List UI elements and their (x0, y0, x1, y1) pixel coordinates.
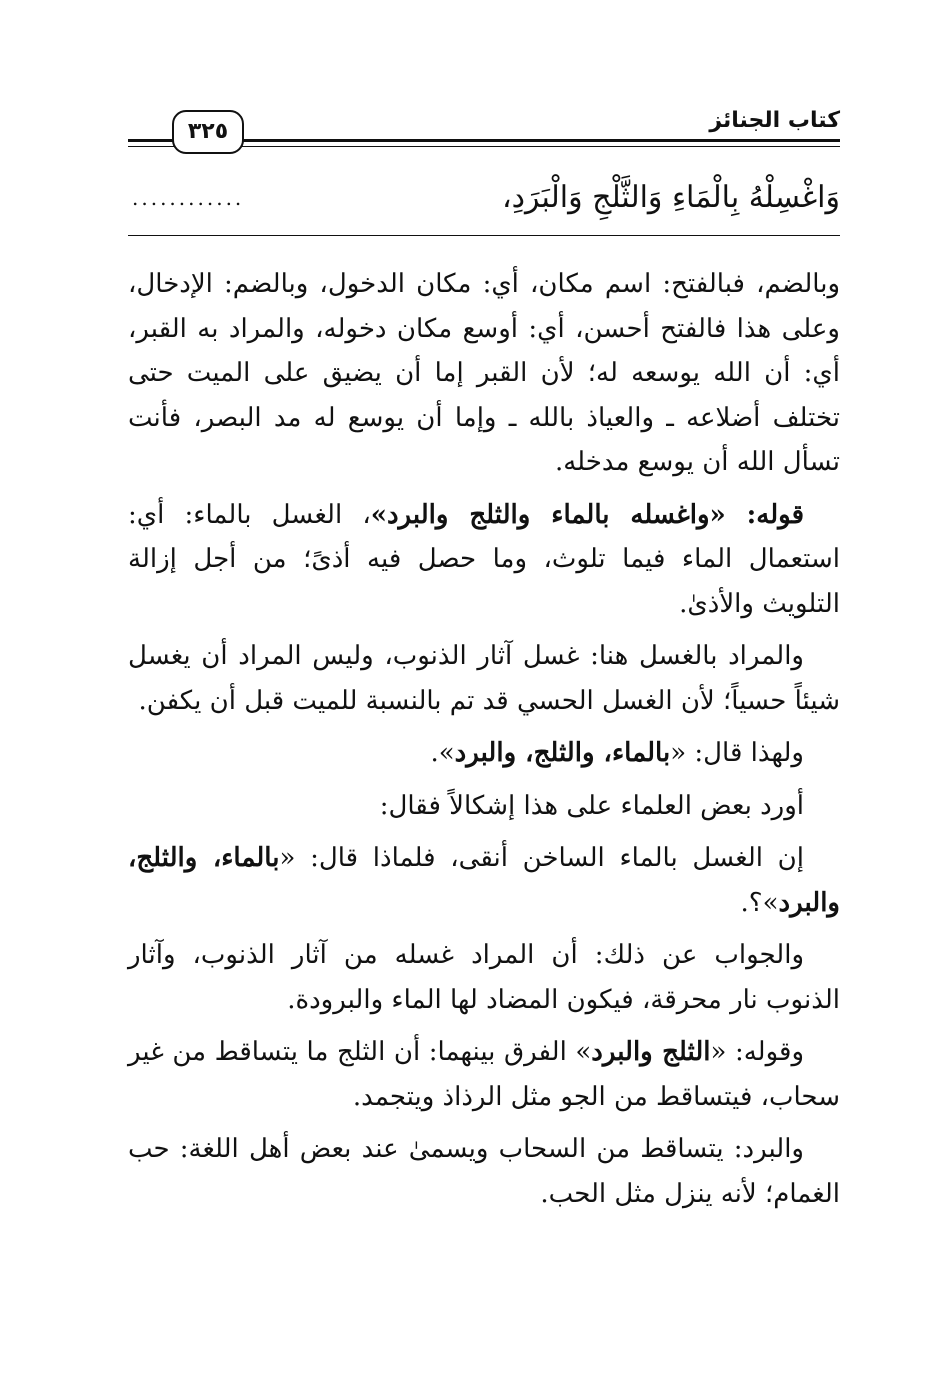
page-header (128, 106, 840, 154)
paragraph (128, 731, 840, 776)
paragraph (128, 1127, 840, 1216)
section-divider (128, 235, 840, 236)
quoted-phrase: بالماء، والثلج، والبرد (128, 843, 840, 918)
paragraph (128, 634, 840, 723)
paragraph-text: وبالضم، فبالفتح: اسم مكان، أي: مكان الدخول، وبالضم: الإدخال، وعلى هذا فالفتح أحسن، أي: أوسع مكان دخوله، والمراد به القبر، أي: أن الله يوسعه له؛ لأن القبر إما أن يضيق على الميت حتى تختلف أضلاعه ـ والعياذ بالله ـ وإما أن يوسع له مد البصر، فأنت تسأل الله أن يوسع مدخله. (128, 269, 840, 477)
hadith-dots: ............ (132, 186, 245, 210)
paragraph-text: » الفرق بينهما: أن الثلج ما يتساقط من غير سحاب، فيتساقط من الجو مثل الرذاذ ويتجمد. (128, 1037, 840, 1112)
paragraph-text: والجواب عن ذلك: أن المراد غسله من آثار الذنوب، وآثار الذنوب نار محرقة، فيكون المضاد لها الماء والبرودة. (128, 940, 840, 1015)
quoted-phrase: بالماء، والثلج، والبرد (454, 738, 671, 768)
paragraph-text: »؟. (740, 887, 779, 918)
quoted-phrase: قوله: «واغسله بالماء والثلج والبرد» (370, 499, 804, 530)
paragraph-text: ولهذا قال: « (670, 738, 804, 768)
quoted-phrase: الثلج والبرد (591, 1037, 711, 1067)
hadith-text: وَاغْسِلْهُ بِالْمَاءِ وَالثَّلْجِ وَالْبَرَدِ، (501, 180, 840, 215)
paragraph-text: أورد بعض العلماء على هذا إشكالاً فقال: (379, 790, 804, 821)
paragraph-text: إن الغسل بالماء الساخن أنقى، فلماذا قال: « (279, 843, 804, 873)
hadith-line (128, 172, 840, 224)
paragraph-text: ، الغسل بالماء: أي: استعمال الماء فيما تلوث، وما حصل فيه أذىً؛ من أجل إزالة التلويث والأذىٰ. (128, 499, 840, 619)
page-number: ٣٢٥ (172, 110, 244, 154)
paragraph-text: والمراد بالغسل هنا: غسل آثار الذنوب، وليس المراد أن يغسل شيئاً حسياً؛ لأن الغسل الحسي قد تم بالنسبة للميت قبل أن يكفن. (128, 641, 840, 716)
paragraph-text: والبرد: يتساقط من السحاب ويسمىٰ عند بعض أهل اللغة: حب الغمام؛ لأنه ينزل مثل الحب. (128, 1134, 840, 1209)
paragraph (128, 836, 840, 925)
paragraph (128, 1030, 840, 1119)
paragraph (128, 933, 840, 1022)
paragraph-text: ». (430, 738, 455, 768)
paragraph (128, 784, 840, 829)
paragraph-text: وقوله: « (710, 1037, 804, 1067)
body-text (128, 262, 840, 1224)
paragraph (128, 262, 840, 485)
paragraph (128, 493, 840, 627)
book-title: كتاب الجنائز (699, 106, 840, 136)
